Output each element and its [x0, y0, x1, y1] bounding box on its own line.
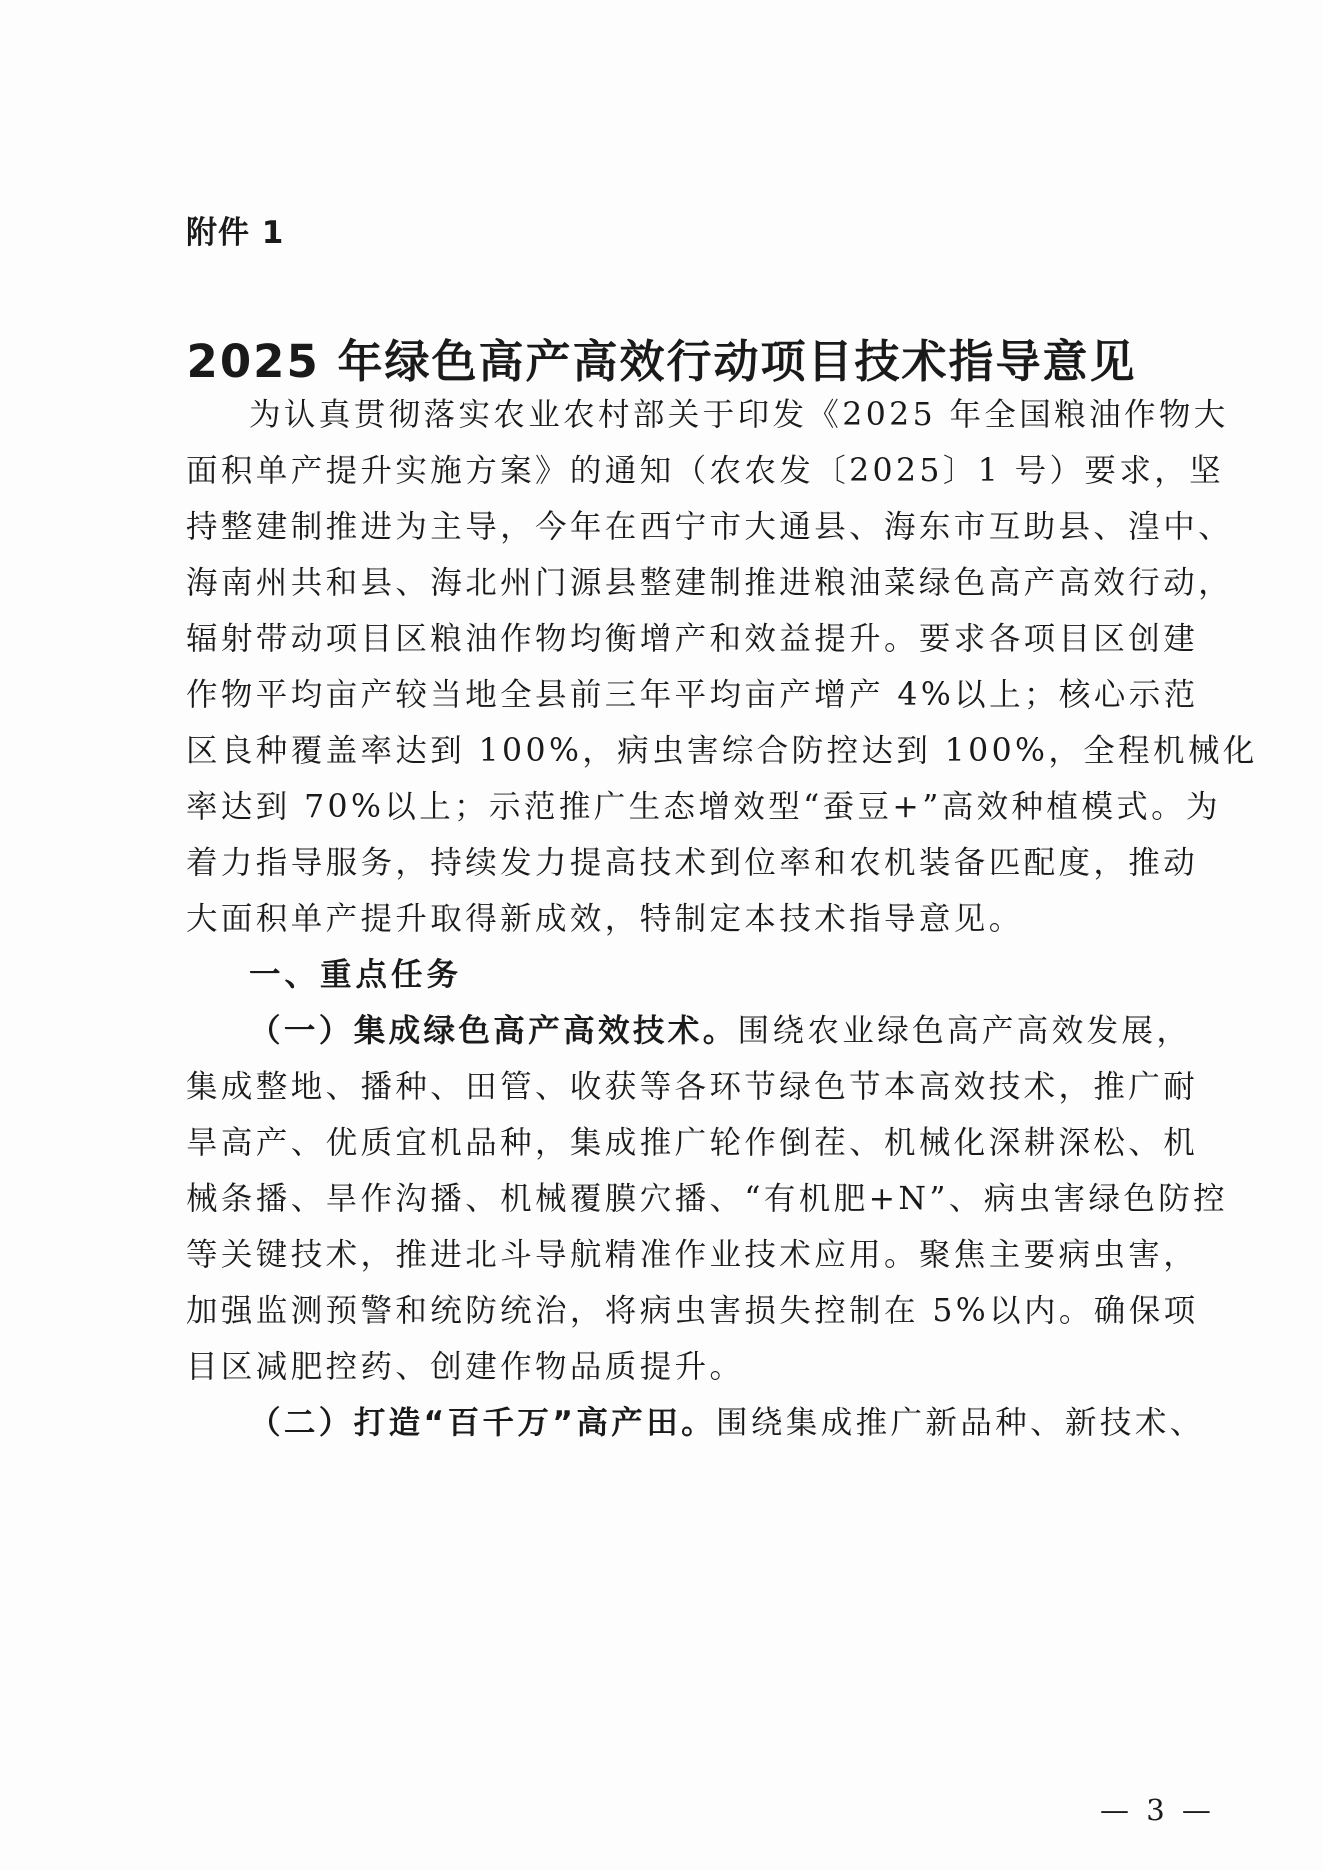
page-number: — 3 — — [1100, 1793, 1215, 1827]
paragraph-line: 等关键技术，推进北斗导航精准作业技术应用。聚焦主要病虫害， — [186, 1237, 1199, 1273]
paragraph-line: 集成整地、播种、田管、收获等各环节绿色节本高效技术，推广耐 — [186, 1069, 1199, 1105]
section-heading: 一、重点任务 — [249, 957, 463, 993]
item-one-lead-rest: 围绕农业绿色高产高效发展， — [737, 1013, 1192, 1049]
paragraph-line: 目区减肥控药、创建作物品质提升。 — [186, 1349, 745, 1385]
item-one-first-line — [249, 1006, 1192, 1051]
attachment-label: 附件 1 — [186, 215, 285, 251]
paragraph-line: 率达到 70%以上；示范推广生态增效型“蚕豆+”高效种植模式。为 — [186, 789, 1221, 825]
item-two-first-line — [249, 1398, 1205, 1443]
paragraph-line: 面积单产提升实施方案》的通知（农农发〔2025〕1 号）要求，坚 — [186, 453, 1225, 489]
paragraph-line: 区良种覆盖率达到 100%，病虫害综合防控达到 100%，全程机械化 — [186, 733, 1258, 769]
document-title: 2025 年绿色高产高效行动项目技术指导意见 — [186, 335, 1137, 388]
paragraph-line: 辐射带动项目区粮油作物均衡增产和效益提升。要求各项目区创建 — [186, 621, 1199, 657]
paragraph-line: 大面积单产提升取得新成效，特制定本技术指导意见。 — [186, 901, 1024, 937]
paragraph-line: 着力指导服务，持续发力提高技术到位率和农机装备匹配度，推动 — [186, 845, 1199, 881]
item-one-lead: （一）集成绿色高产高效技术。 — [249, 1013, 738, 1049]
paragraph-line: 械条播、旱作沟播、机械覆膜穴播、“有机肥+N”、病虫害绿色防控 — [186, 1181, 1229, 1217]
item-two-lead-rest: 围绕集成推广新品种、新技术、 — [716, 1405, 1205, 1441]
paragraph-line: 持整建制推进为主导，今年在西宁市大通县、海东市互助县、湟中、 — [186, 509, 1234, 545]
paragraph-line: 加强监测预警和统防统治，将病虫害损失控制在 5%以内。确保项 — [186, 1293, 1199, 1329]
paragraph-line: 为认真贯彻落实农业农村部关于印发《2025 年全国粮油作物大 — [249, 397, 1229, 433]
paragraph-line: 作物平均亩产较当地全县前三年平均亩产增产 4%以上；核心示范 — [186, 677, 1199, 713]
paragraph-line: 旱高产、优质宜机品种，集成推广轮作倒茬、机械化深耕深松、机 — [186, 1125, 1199, 1161]
paragraph-line: 海南州共和县、海北州门源县整建制推进粮油菜绿色高产高效行动， — [186, 565, 1234, 601]
item-two-lead: （二）打造“百千万”高产田。 — [249, 1405, 717, 1441]
